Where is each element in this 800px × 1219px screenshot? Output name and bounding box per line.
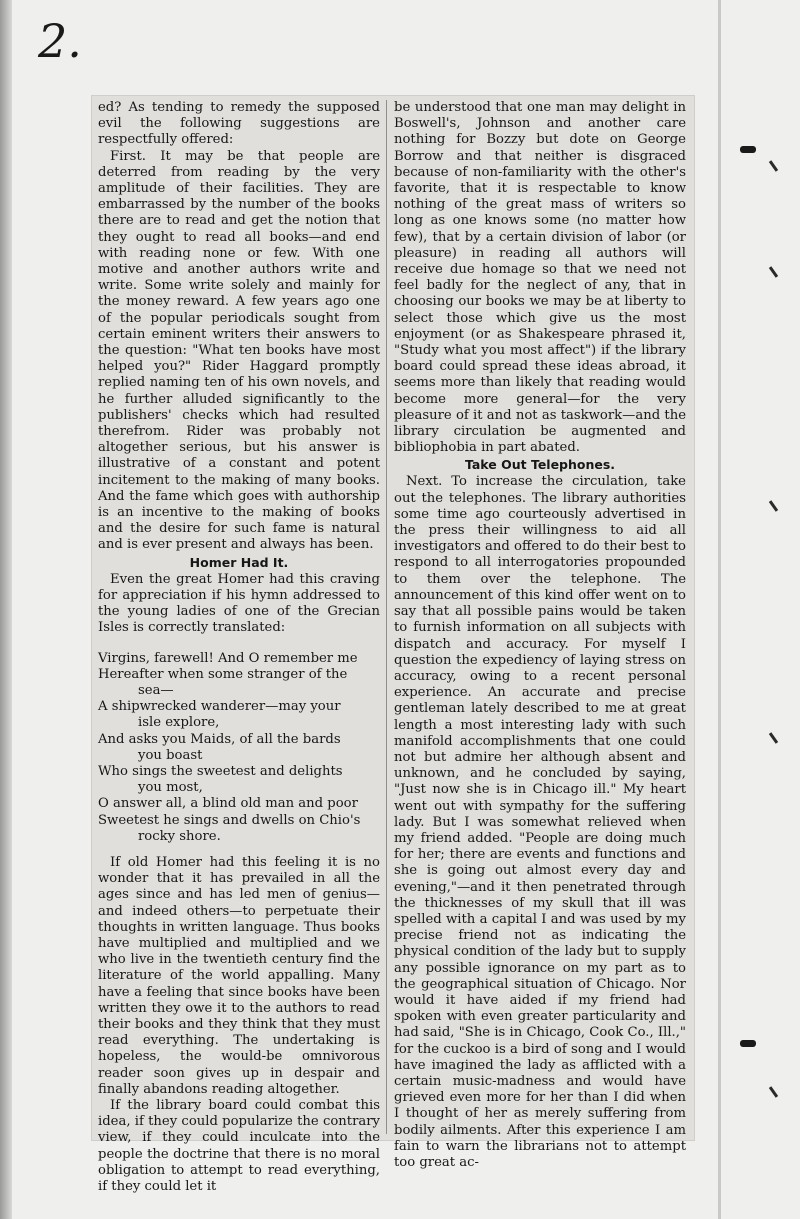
page-number: 2. — [38, 14, 82, 68]
poem-line-continued: rocky shore. — [138, 828, 221, 844]
margin-tick — [769, 500, 778, 512]
homer-poem — [98, 651, 380, 845]
poem-line-continued: sea— — [138, 682, 174, 698]
margin-tick — [769, 160, 778, 172]
left-column — [98, 100, 380, 1195]
left-paragraph-4: If old Homer had this feeling it is no wonder that it has prevailed in all the ages since and has led men of genius—and indeed others—to perpetuate their thoughts in written language. Thus books have multiplied and multiplied and we who live in the twentieth century find the literature of the world appalling. Many have a feeling that since books have been written they owe it to the authors to read their books and they think that they must read everything. The undertaking is hopeless, the would-be omnivorous reader soon gives up in despair and finally abandons reading altogether. — [98, 854, 380, 1097]
left-paragraph-1: ed? As tending to remedy the supposed evil the following suggestions are respectfully offered: — [98, 100, 380, 148]
poem-line: Sweetest he sings and dwells on Chio's — [98, 812, 361, 828]
right-paragraph-1: be understood that one man may delight in Boswell's, Johnson and another care nothing for Bozzy but dote on George Borrow and that neither is disgraced because of non-familiarity with the other's favorite, that it is respectable to know nothing of the great mass of writers so long as one knows some (no matter how few), that by a certain division of labor (or pleasure) in reading all authors will receive due homage so that we need not feel badly for the neglect of any, that in choosing our books we may be at liberty to select those which give us the most enjoyment (or as Shakespeare phrased it, "Study what you most affect") if the library board could spread these ideas abroad, it seems more than likely that reading would become more general—for the very pleasure of it and not as taskwork—and the library circulation be augmented and bibliophobia in part abated. — [394, 100, 686, 456]
poem-line: A shipwrecked wanderer—may your — [98, 699, 341, 715]
margin-mark — [740, 146, 756, 153]
margin-tick — [769, 266, 778, 278]
margin-tick — [769, 732, 778, 744]
right-paragraph-2: Next. To increase the circulation, take out the telephones. The library authorities some time ago courteously advertised in the press their willingness to aid all investigators and offered to do their best to respond to all interrogatories propounded to them over the telephone. The announcement of this kind offer went on to say that all possible pains would be taken to furnish information on all subjects with dispatch and accuracy. For myself I question the expediency of laying stress on accuracy, owing to a recent personal experience. An accurate and precise gentleman lately described to me at great length a most interesting lady with such manifold accomplishments that one could not but admire her although absent and unknown, and he concluded by saying, "Just now she is in Chicago ill." My heart went out with sympathy for the suffering lady. But I was somewhat relieved when my friend added. "People are doing much for her; there are events and functions and she is going out almost every day and evening,"—and it then penetrated through the thicknesses of my skull that ill was spelled with a capital I and was used by my precise friend not as indicating the physical condition of the lady but to supply any possible ignorance on my part as to the geographical situation of Chicago. Nor would it have aided if my friend had spoken with even greater particularity and had said, "She is in Chicago, Cook Co., Ill.," for the cuckoo is a bird of song and I would have imagined the lady as afflicted with a certain music-madness and would have grieved even more for her than I did when I thought of her as merely suffering from bodily ailments. After this experience I am fain to warn the librarians not to attempt too great ac- — [394, 474, 686, 1170]
poem-line-continued: you boast — [138, 747, 203, 763]
poem-line: Who sings the sweetest and delights — [98, 763, 343, 779]
poem-line: Virgins, farewell! And O remember me — [98, 650, 358, 666]
left-paragraph-5: If the library board could combat this idea, if they could popularize the contrary view, if they could inculcate into the people the doctrine that there is no moral obligation to attempt to read everything, if they could let it — [98, 1097, 380, 1194]
page-left-edge — [0, 0, 12, 1219]
column-divider — [386, 100, 387, 1134]
left-paragraph-2: First. It may be that people are deterred from reading by the very amplitude of their facilities. They are embarrassed by the number of the books there are to read and get the notion that they ought to read all books—and end with reading none or few. With one motive and another authors write and write. Some write solely and mainly for the money reward. A few years ago one of the popular periodicals sought from certain eminent writers their answers to the question: "What ten books have most helped you?" Rider Haggard promptly replied naming ten of his own novels, and he further alluded significantly to the publishers' checks which had resulted therefrom. Rider was probably not altogether serious, but his answer is illustrative of a constant and potent incitement to the making of many books. And the fame which goes with authorship is an incentive to the making of books and the desire for such fame is natural and is ever present and always has been. — [98, 148, 380, 553]
poem-line: And asks you Maids, of all the bards — [98, 731, 341, 747]
page-fold-line — [718, 0, 721, 1219]
margin-mark — [740, 1040, 756, 1047]
newspaper-clipping — [92, 96, 694, 1194]
margin-tick — [769, 1086, 778, 1098]
right-column — [394, 100, 686, 1171]
poem-line: Hereafter when some stranger of the — [98, 666, 348, 682]
section-heading-homer: Homer Had It. — [189, 554, 289, 570]
poem-line-continued: isle explore, — [138, 715, 220, 731]
left-paragraph-3: Even the great Homer had this craving for appreciation if his hymn addressed to the young ladies of one of the Grecian Isles is correctly translated: — [98, 571, 380, 636]
section-heading-telephones: Take Out Telephones. — [464, 457, 616, 473]
poem-line-continued: you most, — [138, 780, 203, 796]
poem-line: O answer all, a blind old man and poor — [98, 796, 358, 812]
